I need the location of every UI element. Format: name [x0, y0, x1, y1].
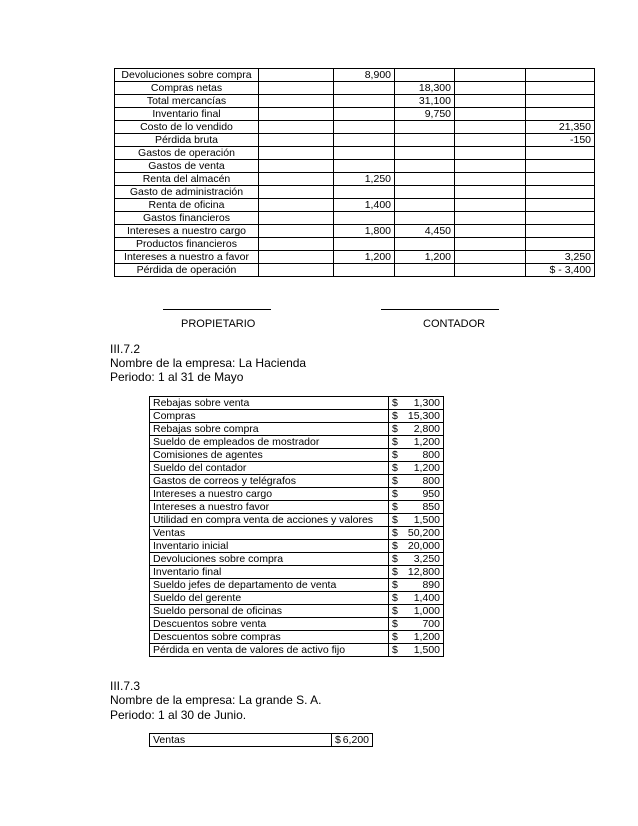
statement-value-cell	[395, 134, 455, 147]
amount-value: 15,300	[407, 410, 440, 422]
currency-symbol: $	[392, 553, 398, 565]
currency-symbol: $	[392, 631, 398, 643]
statement-row	[115, 173, 595, 186]
currency-symbol: $	[392, 449, 398, 461]
statement-row	[115, 147, 595, 160]
account-row	[150, 475, 444, 488]
statement-value-cell	[455, 108, 526, 121]
signature-line-accountant	[381, 309, 499, 310]
account-amount	[389, 475, 444, 488]
currency-symbol: $	[392, 410, 398, 422]
section-3-code: III.7.3	[110, 679, 141, 693]
statement-value-cell	[455, 134, 526, 147]
account-row	[150, 488, 444, 501]
statement-value-cell: 4,450	[395, 225, 455, 238]
currency-symbol: $	[392, 488, 398, 500]
statement-value-cell	[526, 160, 595, 173]
amount-value: 700	[422, 618, 440, 630]
statement-row	[115, 160, 595, 173]
statement-value-cell	[334, 134, 395, 147]
account-amount	[389, 592, 444, 605]
statement-label-cell: Inventario final	[115, 108, 259, 121]
account-label: Sueldo del contador	[150, 462, 389, 475]
statement-value-cell	[455, 82, 526, 95]
account-amount	[332, 734, 373, 747]
account-row	[150, 592, 444, 605]
statement-value-cell: 8,900	[334, 69, 395, 82]
statement-value-cell	[259, 225, 334, 238]
account-row	[150, 514, 444, 527]
account-row	[150, 618, 444, 631]
statement-value-cell	[455, 160, 526, 173]
statement-row	[115, 238, 595, 251]
statement-value-cell	[455, 186, 526, 199]
account-row	[150, 605, 444, 618]
amount-value: 20,000	[407, 540, 440, 552]
statement-value-cell	[259, 69, 334, 82]
statement-row	[115, 225, 595, 238]
account-amount	[389, 449, 444, 462]
currency-symbol: $	[392, 514, 398, 526]
statement-label-cell: Costo de lo vendido	[115, 121, 259, 134]
account-row	[150, 436, 444, 449]
amount-value: 950	[422, 488, 440, 500]
currency-symbol: $	[392, 423, 398, 435]
statement-value-cell	[259, 82, 334, 95]
account-amount	[389, 579, 444, 592]
amount-value: 1,000	[413, 605, 440, 617]
statement-value-cell: 21,350	[526, 121, 595, 134]
currency-symbol: $	[392, 566, 398, 578]
amount-value: 50,200	[407, 527, 440, 539]
account-amount	[389, 644, 444, 657]
statement-row	[115, 134, 595, 147]
statement-value-cell: 1,400	[334, 199, 395, 212]
account-label: Devoluciones sobre compra	[150, 553, 389, 566]
statement-value-cell	[526, 147, 595, 160]
account-row	[150, 734, 373, 747]
amount-value: 1,400	[413, 592, 440, 604]
account-row	[150, 644, 444, 657]
statement-value-cell	[334, 147, 395, 160]
statement-label-cell: Gastos financieros	[115, 212, 259, 225]
statement-value-cell	[455, 199, 526, 212]
statement-value-cell: 1,200	[334, 251, 395, 264]
statement-row	[115, 186, 595, 199]
section-3-period: Periodo: 1 al 30 de Junio.	[110, 708, 247, 722]
amount-value: 12,800	[407, 566, 440, 578]
amount-value: 3,250	[413, 553, 440, 565]
statement-value-cell: 1,800	[334, 225, 395, 238]
currency-symbol: $	[392, 501, 398, 513]
statement-label-cell: Renta del almacén	[115, 173, 259, 186]
statement-value-cell	[259, 264, 334, 277]
account-amount	[389, 631, 444, 644]
statement-label-cell: Renta de oficina	[115, 199, 259, 212]
account-label: Descuentos sobre venta	[150, 618, 389, 631]
statement-value-cell	[526, 108, 595, 121]
account-label: Sueldo personal de oficinas	[150, 605, 389, 618]
statement-row	[115, 121, 595, 134]
statement-value-cell	[334, 121, 395, 134]
currency-symbol: $	[335, 734, 341, 746]
statement-value-cell	[259, 173, 334, 186]
account-label: Compras	[150, 410, 389, 423]
statement-value-cell: 9,750	[395, 108, 455, 121]
statement-value-cell	[455, 238, 526, 251]
statement-label-cell: Gasto de administración	[115, 186, 259, 199]
statement-value-cell	[526, 225, 595, 238]
section-2-code: III.7.2	[110, 342, 141, 356]
account-row	[150, 540, 444, 553]
statement-value-cell	[259, 251, 334, 264]
statement-value-cell	[455, 173, 526, 186]
amount-value: 6,200	[342, 734, 369, 746]
account-amount	[389, 436, 444, 449]
statement-value-cell	[395, 264, 455, 277]
amount-value: 1,300	[413, 397, 440, 409]
account-amount	[389, 462, 444, 475]
statement-label-cell: Intereses a nuestro a favor	[115, 251, 259, 264]
statement-label-cell: Pérdida de operación	[115, 264, 259, 277]
statement-value-cell	[526, 238, 595, 251]
account-label: Gastos de correos y telégrafos	[150, 475, 389, 488]
statement-value-cell	[259, 121, 334, 134]
account-label: Ventas	[150, 734, 332, 747]
account-label: Ventas	[150, 527, 389, 540]
amount-value: 800	[422, 449, 440, 461]
account-label: Pérdida en venta de valores de activo fijo	[150, 644, 389, 657]
income-statement-table	[114, 68, 595, 277]
account-row	[150, 527, 444, 540]
statement-value-cell	[395, 147, 455, 160]
account-row	[150, 410, 444, 423]
statement-value-cell	[259, 147, 334, 160]
section-2-period: Periodo: 1 al 31 de Mayo	[110, 370, 244, 384]
account-label: Sueldo de empleados de mostrador	[150, 436, 389, 449]
statement-value-cell	[334, 238, 395, 251]
account-amount	[389, 527, 444, 540]
account-amount	[389, 514, 444, 527]
currency-symbol: $	[392, 644, 398, 656]
statement-row	[115, 95, 595, 108]
account-row	[150, 449, 444, 462]
currency-symbol: $	[392, 527, 398, 539]
statement-value-cell: -150	[526, 134, 595, 147]
statement-value-cell	[395, 186, 455, 199]
account-label: Inventario inicial	[150, 540, 389, 553]
statement-value-cell	[455, 69, 526, 82]
statement-value-cell	[395, 199, 455, 212]
account-amount	[389, 618, 444, 631]
amount-value: 1,200	[413, 436, 440, 448]
currency-symbol: $	[392, 436, 398, 448]
statement-row	[115, 199, 595, 212]
statement-value-cell	[334, 95, 395, 108]
statement-value-cell	[526, 95, 595, 108]
account-label: Inventario final	[150, 566, 389, 579]
statement-row	[115, 251, 595, 264]
statement-row	[115, 108, 595, 121]
currency-symbol: $	[392, 605, 398, 617]
statement-value-cell	[259, 134, 334, 147]
account-row	[150, 462, 444, 475]
statement-value-cell	[259, 199, 334, 212]
account-label: Utilidad en compra venta de acciones y valores	[150, 514, 389, 527]
statement-value-cell	[455, 147, 526, 160]
statement-label-cell: Pérdida bruta	[115, 134, 259, 147]
account-label: Rebajas sobre venta	[150, 397, 389, 410]
currency-symbol: $	[392, 397, 398, 409]
account-amount	[389, 423, 444, 436]
statement-label-cell: Total mercancías	[115, 95, 259, 108]
account-row	[150, 423, 444, 436]
section-3-company: Nombre de la empresa: La grande S. A.	[110, 693, 322, 707]
statement-value-cell	[259, 108, 334, 121]
account-row	[150, 553, 444, 566]
statement-value-cell	[334, 108, 395, 121]
statement-value-cell: 31,100	[395, 95, 455, 108]
amount-value: 2,800	[413, 423, 440, 435]
account-label: Descuentos sobre compras	[150, 631, 389, 644]
account-amount	[389, 410, 444, 423]
account-amount	[389, 501, 444, 514]
account-label: Sueldo jefes de departamento de venta	[150, 579, 389, 592]
statement-value-cell	[259, 160, 334, 173]
account-amount	[389, 566, 444, 579]
statement-row	[115, 212, 595, 225]
statement-label-cell: Gastos de venta	[115, 160, 259, 173]
statement-row	[115, 69, 595, 82]
statement-value-cell	[526, 186, 595, 199]
statement-value-cell	[334, 160, 395, 173]
amount-value: 1,200	[413, 631, 440, 643]
statement-value-cell	[334, 212, 395, 225]
account-row	[150, 631, 444, 644]
statement-value-cell	[395, 212, 455, 225]
account-label: Intereses a nuestro favor	[150, 501, 389, 514]
account-label: Sueldo del gerente	[150, 592, 389, 605]
statement-value-cell	[334, 82, 395, 95]
statement-value-cell	[259, 212, 334, 225]
statement-value-cell	[455, 251, 526, 264]
statement-value-cell	[395, 69, 455, 82]
account-label: Intereses a nuestro cargo	[150, 488, 389, 501]
amount-value: 1,500	[413, 644, 440, 656]
account-amount	[389, 540, 444, 553]
account-label: Comisiones de agentes	[150, 449, 389, 462]
currency-symbol: $	[392, 579, 398, 591]
owner-signature-label: PROPIETARIO	[181, 318, 256, 330]
amount-value: 890	[422, 579, 440, 591]
statement-value-cell	[395, 173, 455, 186]
statement-value-cell	[526, 82, 595, 95]
statement-row	[115, 264, 595, 277]
statement-value-cell	[526, 173, 595, 186]
signature-line-owner	[163, 309, 271, 310]
currency-symbol: $	[392, 540, 398, 552]
amount-value: 800	[422, 475, 440, 487]
currency-symbol: $	[392, 592, 398, 604]
statement-value-cell	[259, 238, 334, 251]
section-2-company: Nombre de la empresa: La Hacienda	[110, 356, 307, 370]
statement-value-cell	[526, 212, 595, 225]
statement-value-cell	[455, 212, 526, 225]
account-row	[150, 397, 444, 410]
statement-value-cell	[395, 121, 455, 134]
statement-value-cell: 18,300	[395, 82, 455, 95]
la-grande-accounts-table	[149, 733, 373, 747]
statement-label-cell: Intereses a nuestro cargo	[115, 225, 259, 238]
amount-value: 1,500	[413, 514, 440, 526]
statement-value-cell	[334, 186, 395, 199]
currency-symbol: $	[392, 462, 398, 474]
statement-value-cell: 1,250	[334, 173, 395, 186]
statement-value-cell	[334, 264, 395, 277]
accountant-signature-label: CONTADOR	[423, 318, 486, 330]
statement-value-cell	[526, 199, 595, 212]
statement-value-cell	[395, 238, 455, 251]
amount-value: 1,200	[413, 462, 440, 474]
currency-symbol: $	[392, 475, 398, 487]
statement-value-cell: $ - 3,400	[526, 264, 595, 277]
statement-value-cell	[259, 95, 334, 108]
account-amount	[389, 605, 444, 618]
statement-value-cell	[455, 95, 526, 108]
statement-label-cell: Devoluciones sobre compra	[115, 69, 259, 82]
account-row	[150, 579, 444, 592]
statement-value-cell	[455, 225, 526, 238]
statement-value-cell	[455, 264, 526, 277]
la-hacienda-accounts-table	[149, 396, 444, 657]
currency-symbol: $	[392, 618, 398, 630]
statement-row	[115, 82, 595, 95]
statement-label-cell: Compras netas	[115, 82, 259, 95]
statement-label-cell: Gastos de operación	[115, 147, 259, 160]
amount-value: 850	[422, 501, 440, 513]
statement-label-cell: Productos financieros	[115, 238, 259, 251]
statement-value-cell	[526, 69, 595, 82]
statement-value-cell	[259, 186, 334, 199]
account-amount	[389, 397, 444, 410]
account-amount	[389, 553, 444, 566]
account-row	[150, 566, 444, 579]
statement-value-cell	[395, 160, 455, 173]
account-row	[150, 501, 444, 514]
statement-value-cell: 3,250	[526, 251, 595, 264]
statement-value-cell: 1,200	[395, 251, 455, 264]
statement-value-cell	[455, 121, 526, 134]
account-label: Rebajas sobre compra	[150, 423, 389, 436]
account-amount	[389, 488, 444, 501]
